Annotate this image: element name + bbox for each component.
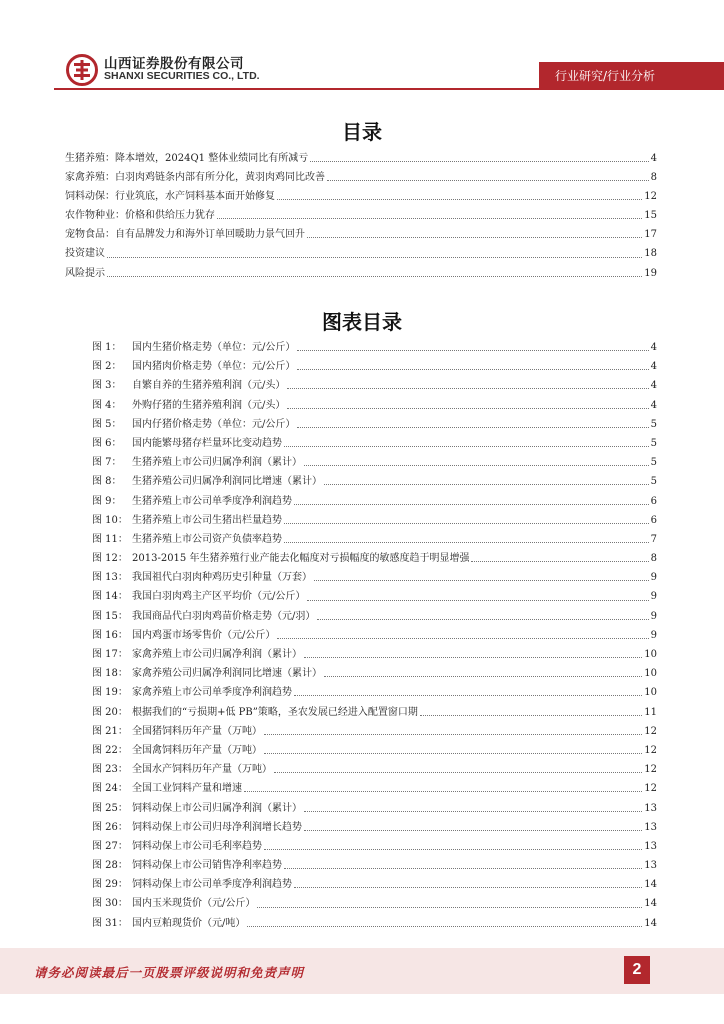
figure-number: 图 16： [92,629,128,641]
figure-label: 家禽养殖上市公司单季度净利润趋势 [132,687,292,699]
figure-item[interactable] [92,530,657,549]
figure-item[interactable] [92,799,657,818]
toc-item[interactable]: 风险提示 19 [65,267,657,279]
figure-page: 5 [650,476,657,488]
header-divider [54,88,724,90]
figure-label: 生猪养殖上市公司生猪出栏量趋势 [132,514,282,526]
figure-number: 图 2： [92,361,122,373]
figure-page: 10 [644,687,657,699]
figure-number: 图 29： [92,879,128,891]
figure-page: 4 [650,380,657,392]
figure-label: 国内豆粕现货价（元/吨） [132,917,246,929]
figure-number: 图 14： [92,591,128,603]
figure-page: 5 [650,418,657,430]
figure-label: 生猪养殖公司归属净利润同比增速（累计） [132,476,322,488]
figure-label: 外购仔猪的生猪养殖利润（元/头） [132,399,286,411]
figure-number: 图 11： [92,533,128,545]
figure-page: 12 [644,783,657,795]
figure-page: 12 [644,744,657,756]
figure-label: 我国白羽肉鸡主产区平均价（元/公斤） [132,591,306,603]
figure-item[interactable] [92,587,657,606]
figure-page: 10 [644,668,657,680]
figure-label: 2013-2015 年生猪养殖行业产能去化幅度对亏损幅度的敏感度趋于明显增强 [132,553,470,565]
figure-page: 13 [644,860,657,872]
figure-label: 饲料动保上市公司单季度净利润趋势 [132,879,292,891]
figure-page: 12 [644,725,657,737]
figure-label: 全国禽饲料历年产量（万吨） [132,744,262,756]
figure-number: 图 22： [92,744,128,756]
figure-label: 家禽养殖上市公司归属净利润（累计） [132,649,302,660]
figure-number: 图 31： [92,917,128,929]
toc-list [65,149,657,283]
figure-number: 图 10： [92,514,128,526]
toc-title: 目录 [342,120,382,144]
figure-label: 国内能繁母猪存栏量环比变动趋势 [132,437,282,449]
figure-page: 10 [644,649,657,660]
figure-page: 5 [650,437,657,449]
figure-page: 14 [644,898,657,910]
figure-number: 图 15： [92,610,128,622]
figure-item[interactable] [92,703,657,722]
figure-label: 我国商品代白羽肉鸡苗价格走势（元/羽） [132,610,316,622]
figure-item[interactable] [92,837,657,856]
figure-number: 图 21： [92,725,128,737]
figure-item[interactable] [92,492,657,511]
figure-page: 14 [644,879,657,891]
figure-number: 图 3： [92,380,122,392]
figure-page: 4 [650,361,657,373]
figure-label: 国内生猪价格走势（单位：元/公斤） [132,342,296,353]
figure-page: 13 [644,802,657,814]
figure-page: 9 [650,629,657,641]
figure-page: 5 [650,457,657,469]
toc-item[interactable]: 宠物食品：自有品牌发力和海外订单回暖助力景气回升 17 [65,229,657,241]
figure-label: 全国水产饲料历年产量（万吨） [132,764,272,776]
figure-label: 饲料动保上市公司销售净利率趋势 [132,860,282,872]
figure-item[interactable] [92,396,657,415]
figure-label: 家禽养殖公司归属净利润同比增速（累计） [132,668,322,680]
figure-number: 图 23： [92,764,128,776]
figure-label: 饲料动保上市公司归属净利润（累计） [132,802,302,814]
figure-page: 11 [644,706,657,718]
figures-title: 图表目录 [322,310,402,334]
toc-item[interactable]: 饲料动保：行业筑底，水产饲料基本面开始修复 12 [65,191,657,203]
figure-item[interactable] [92,875,657,894]
toc-item[interactable]: 家禽养殖：白羽肉鸡链条内部有所分化，黄羽肉鸡同比改善 8 [65,172,657,184]
figure-item[interactable] [92,376,657,395]
figure-label: 国内猪肉价格走势（单位：元/公斤） [132,361,296,373]
figure-label: 国内玉米现货价（元/公斤） [132,898,256,910]
figure-number: 图 30： [92,898,128,910]
figure-number: 图 24： [92,783,128,795]
figure-number: 图 1： [92,342,122,353]
figure-number: 图 26： [92,821,128,833]
figure-number: 图 4： [92,399,122,411]
report-category-tag: 行业研究/行业分析 [539,62,724,88]
figure-number: 图 18： [92,668,128,680]
shanxi-securities-logo-icon [66,54,98,86]
page-header [0,0,724,92]
figure-label: 我国祖代白羽肉种鸡历史引种量（万套） [132,572,312,584]
figure-number: 图 20： [92,706,128,718]
figure-page: 6 [650,495,657,507]
figure-number: 图 27： [92,840,128,852]
figure-number: 图 6： [92,437,122,449]
figure-label: 国内仔猪价格走势（单位：元/公斤） [132,418,296,430]
page-footer [0,948,724,994]
figure-item[interactable] [92,760,657,779]
page-number: 2 [624,956,650,984]
figure-item[interactable] [92,415,657,434]
figure-page: 8 [650,553,657,565]
figure-label: 生猪养殖上市公司归属净利润（累计） [132,457,302,469]
figure-item[interactable] [92,472,657,491]
figure-list [92,338,657,933]
figure-page: 4 [650,342,657,353]
figure-item[interactable] [92,914,657,933]
figure-page: 13 [644,840,657,852]
figure-item[interactable] [92,683,657,702]
figure-item[interactable] [92,894,657,913]
figure-number: 图 9： [92,495,122,507]
figure-item[interactable] [92,357,657,376]
figure-page: 9 [650,591,657,603]
toc-item[interactable]: 投资建议 18 [65,248,657,260]
figure-item[interactable] [92,645,657,664]
figure-label: 自繁自养的生猪养殖利润（元/头） [132,380,286,392]
figure-page: 9 [650,572,657,584]
figure-item[interactable] [92,511,657,530]
figure-page: 12 [644,764,657,776]
figure-label: 国内鸡蛋市场零售价（元/公斤） [132,629,276,641]
figure-item[interactable] [92,722,657,741]
figure-number: 图 17： [92,649,128,660]
figure-number: 图 19： [92,687,128,699]
figure-page: 6 [650,514,657,526]
figure-label: 全国猪饲料历年产量（万吨） [132,725,262,737]
toc-item[interactable]: 生猪养殖：降本增效，2024Q1 整体业绩同比有所减亏 4 [65,153,657,164]
figure-item[interactable] [92,568,657,587]
figure-item[interactable] [92,741,657,760]
figure-label: 饲料动保上市公司归母净利润增长趋势 [132,821,302,833]
figure-item[interactable] [92,338,657,357]
figure-page: 4 [650,399,657,411]
figure-item[interactable] [92,779,657,798]
figure-number: 图 5： [92,418,122,430]
figure-page: 9 [650,610,657,622]
figure-item[interactable] [92,607,657,626]
figure-number: 图 28： [92,860,128,872]
figure-number: 图 7： [92,457,122,469]
figure-number: 图 25： [92,802,128,814]
figure-label: 全国工业饲料产量和增速 [132,783,242,795]
figure-label: 生猪养殖上市公司单季度净利润趋势 [132,495,292,507]
toc-item[interactable]: 农作物种业：价格和供给压力犹存 15 [65,210,657,222]
disclaimer-notice: 请务必阅读最后一页股票评级说明和免责声明 [34,965,305,980]
company-name-cn: 山西证券股份有限公司 [104,56,244,72]
figure-number: 图 12： [92,553,128,565]
figure-number: 图 8： [92,476,122,488]
figure-item[interactable] [92,434,657,453]
figure-label: 生猪养殖上市公司资产负债率趋势 [132,533,282,545]
company-name-en: SHANXI SECURITIES CO., LTD. [104,70,260,82]
figure-item[interactable] [92,856,657,875]
figure-page: 13 [644,821,657,833]
figure-item[interactable] [92,549,657,568]
figure-label: 饲料动保上市公司毛利率趋势 [132,840,262,852]
figure-page: 14 [644,917,657,929]
figure-item[interactable] [92,818,657,837]
figure-number: 图 13： [92,572,128,584]
figure-item[interactable] [92,664,657,683]
figure-page: 7 [650,533,657,545]
figure-label: 根据我们的“亏损期+低 PB”策略，圣农发展已经进入配置窗口期 [132,706,418,718]
figure-item[interactable] [92,626,657,645]
figure-item[interactable] [92,453,657,472]
